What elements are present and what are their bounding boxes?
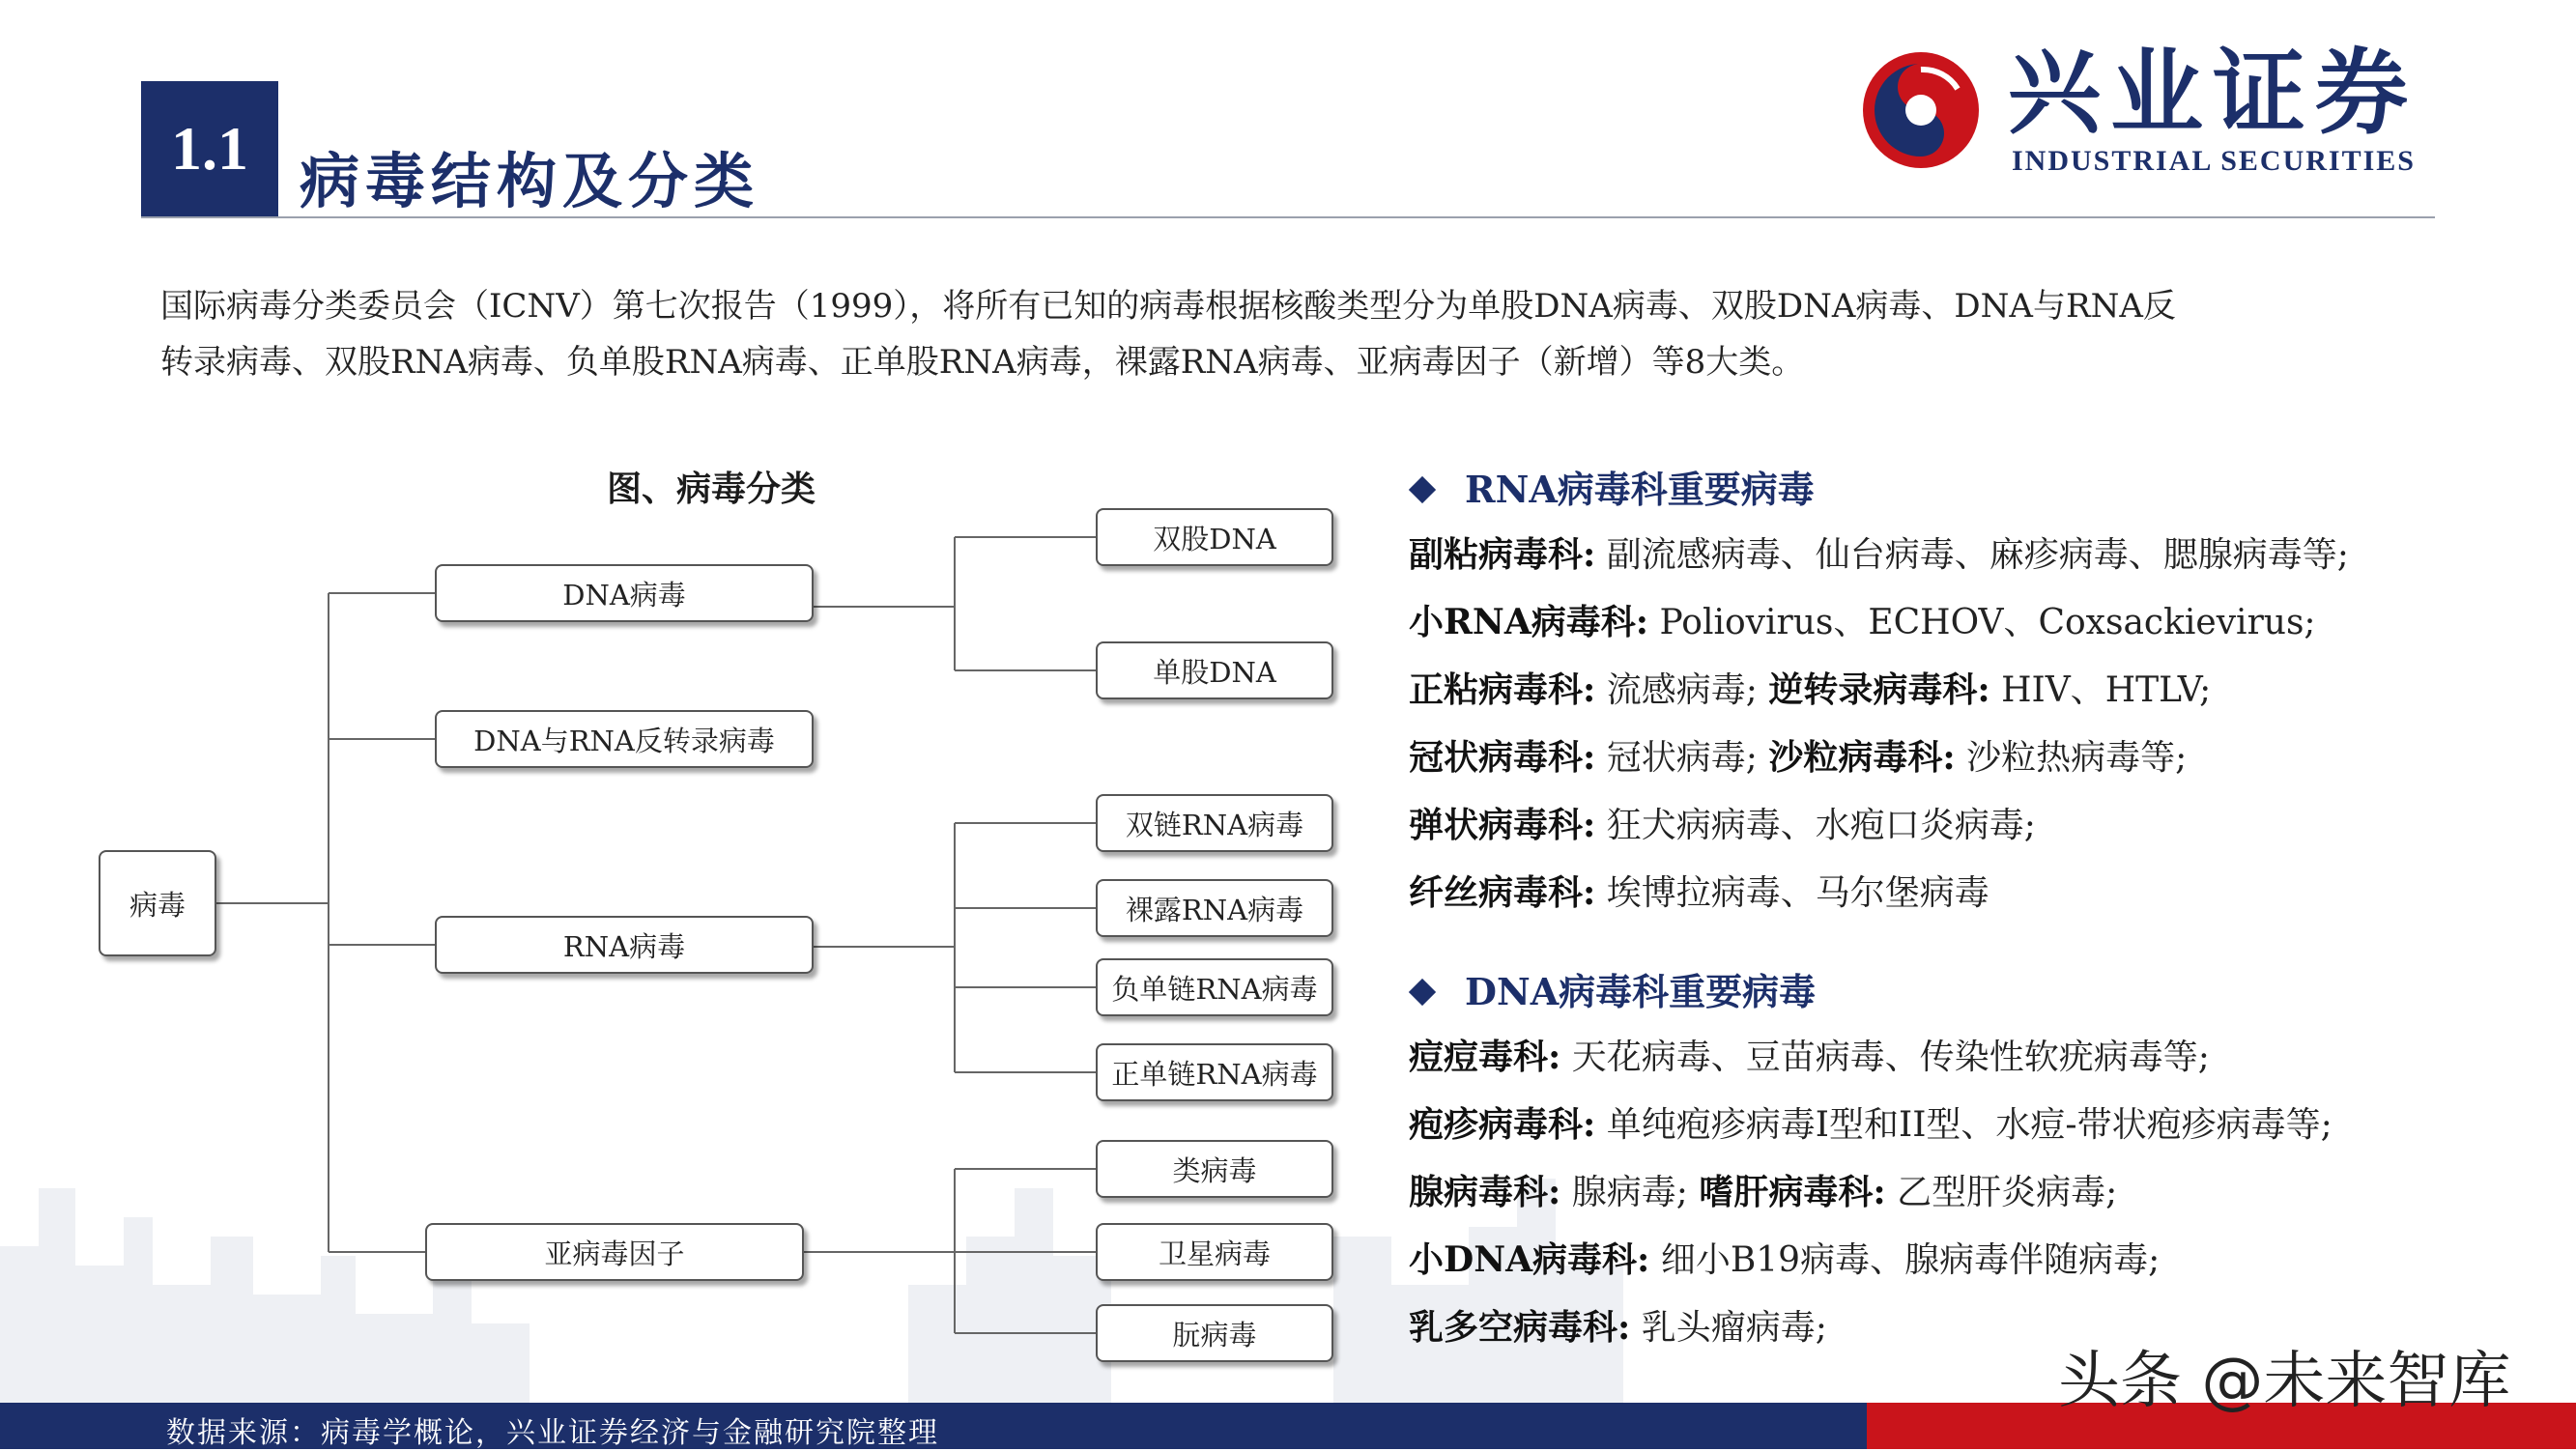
logo-english-text: INDUSTRIAL SECURITIES	[2012, 145, 2416, 177]
rna-family-line: 小RNA病毒科: Poliovirus、ECHOV、Coxsackievirus;	[1409, 602, 2316, 642]
node-satellite-virus: 卫星病毒	[1096, 1223, 1333, 1281]
watermark-text: 头条 @未来智库	[2058, 1346, 2511, 1417]
dna-family-line: 小DNA病毒科: 细小B19病毒、腺病毒伴随病毒;	[1409, 1239, 2161, 1280]
node-viroid: 类病毒	[1096, 1140, 1333, 1198]
node-ssdna: 单股DNA	[1096, 641, 1333, 699]
node-rna-virus: RNA病毒	[435, 916, 814, 974]
node-prion: 朊病毒	[1096, 1304, 1333, 1362]
node-dsdna: 双股DNA	[1096, 508, 1333, 566]
section-number-badge: 1.1	[141, 81, 278, 216]
intro-line-1: 国际病毒分类委员会（ICNV）第七次报告（1999），将所有已知的病毒根据核酸类型分为单股DNA病毒、双股DNA病毒、DNA与RNA反	[160, 287, 2176, 326]
dna-section-heading	[1413, 962, 1816, 1015]
dna-family-line: 疱疹病毒科: 单纯疱疹病毒I型和II型、水痘-带状疱疹病毒等;	[1409, 1104, 2333, 1145]
rna-family-line: 正粘病毒科: 流感病毒; 逆转录病毒科: HIV、HTLV;	[1409, 669, 2212, 710]
node-root-virus: 病毒	[99, 850, 216, 956]
node-positive-ssrna: 正单链RNA病毒	[1096, 1043, 1333, 1101]
rna-family-line: 纤丝病毒科: 埃博拉病毒、马尔堡病毒	[1409, 872, 1989, 913]
diagram-title: 图、病毒分类	[607, 469, 816, 509]
rna-family-line: 副粘病毒科: 副流感病毒、仙台病毒、麻疹病毒、腮腺病毒等;	[1409, 534, 2349, 575]
logo-chinese-text: 兴业证券	[2008, 38, 2418, 147]
dna-family-line: 腺病毒科: 腺病毒; 嗜肝病毒科: 乙型肝炎病毒;	[1409, 1172, 2118, 1212]
diamond-bullet-icon	[1409, 978, 1436, 1005]
dna-family-line: 乳多空病毒科: 乳头瘤病毒;	[1409, 1307, 1827, 1348]
diamond-bullet-icon	[1409, 475, 1436, 502]
node-naked-rna: 裸露RNA病毒	[1096, 879, 1333, 937]
rna-section-heading	[1413, 460, 1815, 513]
section-title: 病毒结构及分类	[300, 146, 760, 216]
data-source-note: 数据来源：病毒学概论，兴业证券经济与金融研究院整理	[166, 1416, 939, 1450]
node-negative-ssrna: 负单链RNA病毒	[1096, 958, 1333, 1016]
node-dsrna: 双链RNA病毒	[1096, 794, 1333, 852]
node-retrovirus: DNA与RNA反转录病毒	[435, 710, 814, 768]
rna-family-line: 弹状病毒科: 狂犬病病毒、水疱口炎病毒;	[1409, 805, 2036, 845]
node-subviral-agents: 亚病毒因子	[425, 1223, 804, 1281]
dna-family-line: 痘痘毒科: 天花病毒、豆苗病毒、传染性软疣病毒等;	[1409, 1037, 2210, 1077]
rna-family-line: 冠状病毒科: 冠状病毒; 沙粒病毒科: 沙粒热病毒等;	[1409, 737, 2188, 778]
node-dna-virus: DNA病毒	[435, 564, 814, 622]
intro-line-2: 转录病毒、双股RNA病毒、负单股RNA病毒、正单股RNA病毒，裸露RNA病毒、亚病毒因子（新增）等8大类。	[160, 343, 1805, 382]
rna-section-heading-text: RNA病毒科重要病毒	[1465, 468, 1815, 511]
dna-section-heading-text: DNA病毒科重要病毒	[1465, 970, 1817, 1013]
